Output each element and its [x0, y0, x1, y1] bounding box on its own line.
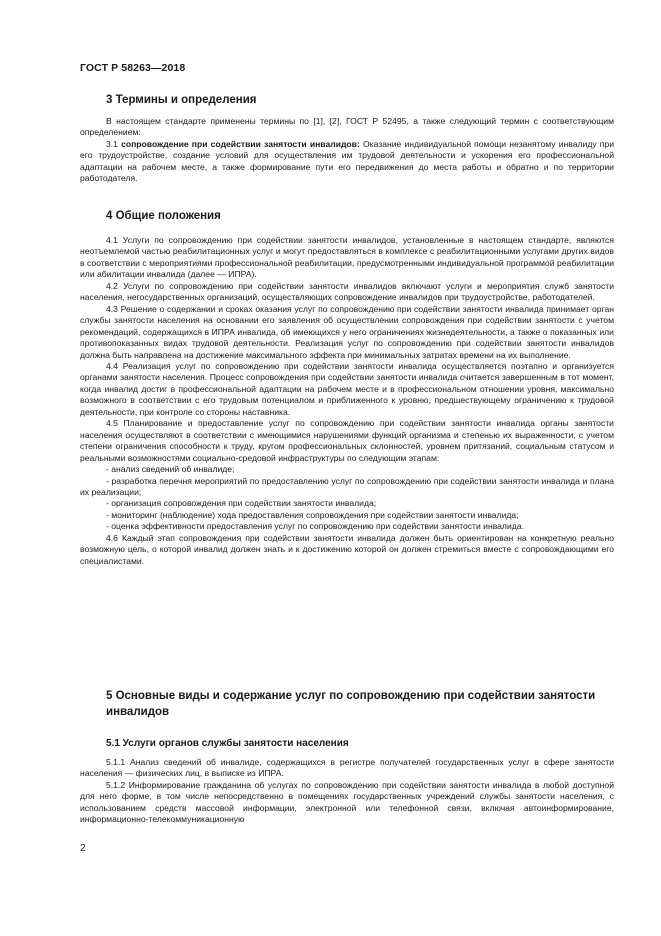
section-3-title: 3 Термины и определения [106, 94, 257, 106]
list-item: - мониторинг (наблюдение) хода предоставления сопровождения при содействии занятости инвалида; [106, 509, 519, 520]
section-3-intro: В настоящем стандарте применены термины по [1], [2], ГОСТ Р 52495, а также следующий термин с соответствующим определением: [80, 116, 614, 138]
definition-3-1: 3.1 сопровождение при содействии занятости инвалидов: Оказание индивидуальной помощи незанятому инвалиду при его трудоустройстве, создание условий для осуществления им трудовой деятельности и ускорения его профессиональной адаптации на рабочем месте, а также формирование пути его передвижения до места работы и обратно и по территории работодателя. [80, 138, 615, 184]
paragraph-4-5: 4.5 Планирование и предоставление услуг по сопровождению при содействии занятости инвалида органы занятости населения осуществляют в соответствии с имеющимися нарушениями функций организма и степенью их выраженности, с учетом степени ограничения способности к труду, кругом профессиональных склонностей, уровнем притязаний, социальным статусом и реальными возможностями социально-средовой инфраструктуры по следующим этапам: [80, 418, 614, 463]
document-header: ГОСТ Р 58263—2018 [80, 62, 186, 74]
section-3-body [80, 116, 614, 185]
paragraph-4-4: 4.4 Реализация услуг по сопровождению при содействии занятости инвалида осуществляется поэтапно и организуется органами занятости населения. Процесс сопровождения при содействии занятости инвалида считается завершенным в тот момент, когда инвалид достиг в профессиональной адаптации на рабочем месте и в профессиональном отношении уровня, максимально возможного в соответствии с его трудовым потенциалом и приближенного к уровню, предшествующему ограничению к трудовой деятельности, при контроле со стороны наставника. [80, 360, 614, 417]
page-number: 2 [80, 843, 86, 854]
list-item: - оценка эффективности предоставления услуг по сопровождению при содействии занятости инвалида. [106, 521, 524, 532]
paragraph-5-1-1: 5.1.1 Анализ сведений об инвалиде, содержащихся в регистре получателей государственных услуг в сфере занятости населения — физических лиц, в выписке из ИПРА. [80, 757, 614, 779]
subsection-5-1-title: 5.1 Услуги органов службы занятости населения [106, 738, 349, 749]
list-item: - разработка перечня мероприятий по предоставлению услуг по сопровождению при содействии занятости инвалида и плана их реализации; [80, 475, 614, 497]
paragraph-4-6: 4.6 Каждый этап сопровождения при содействии занятости инвалида должен быть ориентирован на конкретную реально возможную цель, о которой инвалид должен знать и к достижению которой он должен стремиться вместе с сопровождающими его специалистами. [80, 532, 614, 566]
paragraph-4-2: 4.2 Услуги по сопровождению при содействии занятости инвалидов включают услуги и мероприятия служб занятости населения, негосударственных организаций, осуществляющих сопровождение инвалидов при трудоустройстве, работодателей. [80, 280, 614, 303]
paragraph-4-3: 4.3 Решение о содержании и сроках оказания услуг по сопровождению при содействии занятости инвалида принимает орган службы занятости населения на основании его заявления об осуществлении сопровождения при содействии занятости с учетом рекомендаций, содержащихся в ИПРА инвалида, об имеющихся у него ограничениях жизнедеятельности, а также о показанных или противопоказанных видах трудовой деятельности. Реализация услуг по сопровождению при содействии занятости инвалидов должна быть направлена на достижение максимального эффекта при минимальных затратах времени на их выполнение. [80, 303, 614, 360]
list-item: - анализ сведений об инвалиде; [106, 464, 235, 475]
defined-term: сопровождение при содействии занятости инвалидов: [121, 138, 360, 149]
list-item: - организация сопровождения при содействии занятости инвалида; [106, 498, 377, 509]
section-5-title: 5 Основные виды и содержание услуг по сопровождению при содействии занятости инвалидов [106, 690, 596, 718]
paragraph-5-1-2: 5.1.2 Информирование гражданина об услугах по сопровождению при содействии занятости инвалида в любой доступной для него форме, в том числе непосредственно в помещениях государственных учреждений службы занятости населения, с использованием средств массовой информации, электронной или телефонной связи, включая автоинформирование, информационно-телекоммуникационную [80, 779, 614, 825]
paragraph-4-1: 4.1 Услуги по сопровождению при содействии занятости инвалидов, установленные в настоящем стандарте, являются неотъемлемой частью реабилитационных услуг и могут предоставляться в комплексе с реабилитационными услугами других видов в соответствии с мероприятиями профессиональной реабилитации, предусмотренными индивидуальной программой реабилитации или абилитации инвалида (далее — ИПРА). [80, 235, 614, 280]
section-4-body [80, 235, 614, 567]
section-4-title: 4 Общие положения [106, 210, 221, 222]
section-5-body [80, 757, 614, 826]
